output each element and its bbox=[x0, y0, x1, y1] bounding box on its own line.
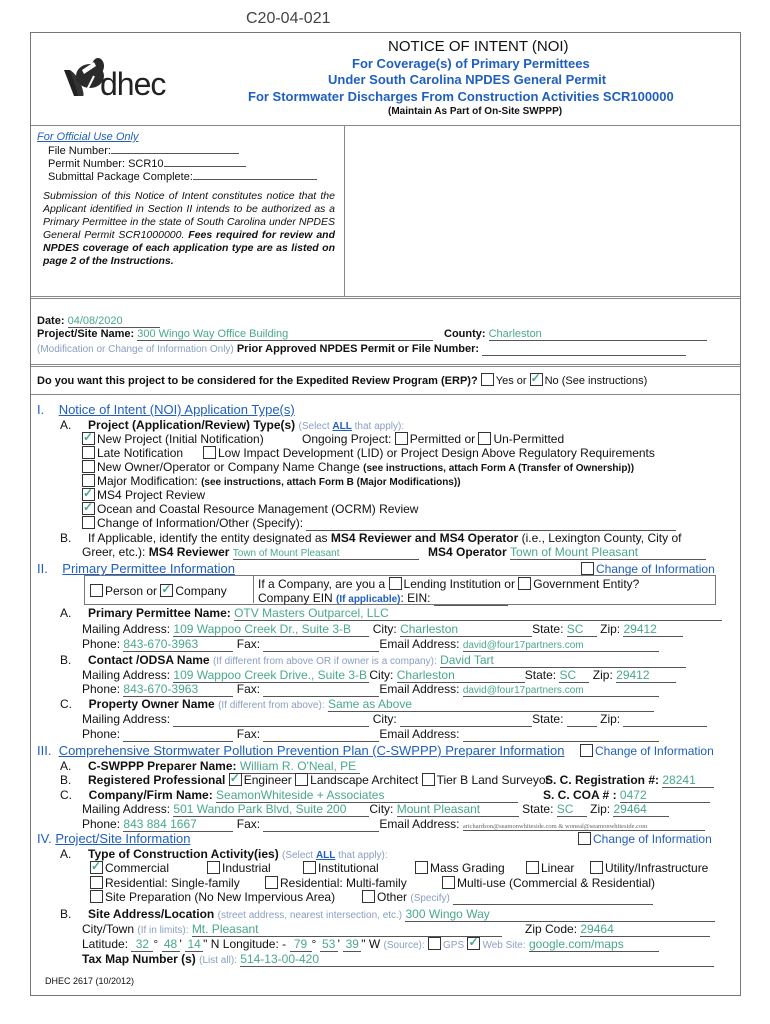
landscape-checkbox[interactable] bbox=[295, 773, 308, 786]
change-info-checkbox[interactable] bbox=[82, 516, 95, 529]
s4-change-info[interactable]: Change of Information bbox=[578, 832, 712, 846]
primary-mailing-row[interactable]: Mailing Address: 109 Wappoo Creek Dr., Suite 3-B City: Charleston State: SC Zip: 29412 bbox=[82, 622, 683, 637]
erp-yes-checkbox[interactable] bbox=[481, 373, 494, 386]
new-project-checkbox[interactable] bbox=[82, 432, 95, 445]
new-project-option[interactable]: ✓New Project (Initial Notification) bbox=[82, 432, 264, 446]
site-prep-checkbox[interactable] bbox=[90, 890, 103, 903]
res-multi-option[interactable]: Residential: Multi-family bbox=[265, 876, 407, 890]
section-4-title: IV. Project/Site Information bbox=[37, 831, 191, 846]
coordinates-row[interactable]: Latitude: 32 ° 48 ' 14 " N Longitude: - 79 ° 53 ' 39 " W (Source): GPS ✓ Web Site: google.com/maps bbox=[82, 937, 659, 952]
zip-code-field[interactable]: Zip Code: 29464 bbox=[525, 922, 710, 937]
form-title: NOTICE OF INTENT (NOI) bbox=[388, 38, 569, 55]
s2-change-checkbox[interactable] bbox=[581, 562, 594, 575]
ein-line[interactable]: Company EIN (If applicable): EIN: bbox=[258, 591, 508, 606]
firm-mailing-row[interactable]: Mailing Address: 501 Wando Park Blvd, Suite 200 City: Mount Pleasant State: SC Zip: 29464 bbox=[82, 802, 669, 817]
multiuse-checkbox[interactable] bbox=[442, 876, 455, 889]
prior-permit-field[interactable]: (Modification or Change of Information Only) Prior Approved NPDES Permit or File Number: bbox=[37, 343, 686, 356]
registered-professional-row[interactable]: B. Registered Professional ✓ Engineer Landscape Architect Tier B Land Surveyor bbox=[60, 773, 550, 787]
mass-grading-option[interactable]: Mass Grading bbox=[415, 861, 505, 875]
contact-phone-row[interactable]: Phone: 843-670-3963 Fax: Email Address: david@four17partners.com bbox=[82, 682, 659, 697]
company-type-line: If a Company, are you a Lending Institution or Government Entity? bbox=[258, 577, 640, 591]
primary-phone-row[interactable]: Phone: 843-670-3963 Fax: Email Address: david@four17partners.com bbox=[82, 637, 659, 652]
primary-permittee-field[interactable]: A. Primary Permittee Name: OTV Masters Outparcel, LLC bbox=[60, 606, 722, 621]
document-id: C20-04-021 bbox=[246, 10, 331, 27]
res-single-checkbox[interactable] bbox=[90, 876, 103, 889]
section-2-title: II. Primary Permittee Information bbox=[37, 561, 235, 576]
permitted-checkbox[interactable] bbox=[395, 432, 408, 445]
mass-grading-checkbox[interactable] bbox=[415, 861, 428, 874]
website-checkbox[interactable] bbox=[467, 937, 480, 950]
company-checkbox[interactable] bbox=[160, 584, 173, 597]
header-line-1: For Coverage(s) of Primary Permittees bbox=[352, 56, 590, 71]
other-option[interactable]: Other (Specify) bbox=[362, 890, 653, 905]
person-company-options[interactable]: Person or ✓ Company bbox=[90, 584, 227, 598]
site-prep-option[interactable]: Site Preparation (No New Impervious Area) bbox=[90, 890, 335, 904]
person-checkbox[interactable] bbox=[90, 584, 103, 597]
erp-question: Do you want this project to be considered for the Expedited Review Program (ERP)? Yes or ✓ No (See instructions) bbox=[37, 373, 647, 387]
city-town-field[interactable]: City/Town (If in limits): Mt. Pleasant bbox=[82, 922, 502, 937]
multiuse-option[interactable]: Multi-use (Commercial & Residential) bbox=[442, 876, 655, 890]
new-owner-option[interactable]: New Owner/Operator or Company Name Change (see instructions, attach Form A (Transfer of Ownership)) bbox=[82, 460, 634, 474]
official-use-label: For Official Use Only bbox=[37, 131, 139, 143]
gps-checkbox[interactable] bbox=[428, 937, 441, 950]
header-line-3: For Stormwater Discharges From Construction Activities SCR100000 bbox=[248, 89, 674, 104]
tierb-checkbox[interactable] bbox=[422, 773, 435, 786]
permit-number-label: Permit Number: SCR10 bbox=[48, 158, 246, 170]
construction-row-1[interactable]: ✓Commercial bbox=[90, 861, 169, 875]
date-field[interactable]: Date: 04/08/2020 bbox=[37, 315, 160, 328]
contact-field[interactable]: B. Contact /ODSA Name (If different from above OR if owner is a company): David Tart bbox=[60, 653, 686, 668]
header-line-4: (Maintain As Part of On-Site SWPPP) bbox=[388, 106, 563, 117]
res-multi-checkbox[interactable] bbox=[265, 876, 278, 889]
preparer-field[interactable]: A. C-SWPPP Preparer Name: William R. O'Neal, PE bbox=[60, 759, 360, 774]
s2-change-info[interactable]: Change of Information bbox=[581, 562, 715, 576]
commercial-checkbox[interactable] bbox=[90, 861, 103, 874]
s4-change-checkbox[interactable] bbox=[578, 832, 591, 845]
ocrm-option[interactable]: ✓Ocean and Coastal Resource Management (OCRM) Review bbox=[82, 502, 418, 516]
site-address-field[interactable]: B. Site Address/Location (street address, nearest intersection, etc.) 300 Wingo Way bbox=[60, 907, 715, 922]
owner-mailing-row[interactable]: Mailing Address: City: State: Zip: bbox=[82, 712, 707, 727]
ms4-option[interactable]: ✓MS4 Project Review bbox=[82, 488, 205, 502]
lid-checkbox[interactable] bbox=[203, 446, 216, 459]
institutional-option[interactable]: Institutional bbox=[303, 861, 379, 875]
lid-option[interactable]: Low Impact Development (LID) or Project Design Above Regulatory Requirements bbox=[203, 446, 655, 460]
ms4-operator-field[interactable]: MS4 Operator Town of Mount Pleasant bbox=[428, 545, 706, 560]
owner-field[interactable]: C. Property Owner Name (If different from above): Same as Above bbox=[60, 697, 654, 712]
dhec-logo bbox=[60, 56, 185, 106]
project-name-field[interactable]: Project/Site Name: 300 Wingo Way Office Building bbox=[37, 328, 433, 341]
institutional-checkbox[interactable] bbox=[303, 861, 316, 874]
sc-registration-field[interactable]: S. C. Registration #: 28241 bbox=[545, 773, 714, 788]
county-field[interactable]: County: Charleston bbox=[444, 328, 707, 341]
construction-type-label: A. Type of Construction Activity(ies) (Select ALL that apply): bbox=[60, 847, 388, 861]
gov-checkbox[interactable] bbox=[518, 577, 531, 590]
ocrm-checkbox[interactable] bbox=[82, 502, 95, 515]
linear-checkbox[interactable] bbox=[526, 861, 539, 874]
ms4-reviewer-field[interactable]: Greer, etc.): MS4 Reviewer Town of Mount Pleasant bbox=[82, 545, 419, 560]
late-option[interactable]: Late Notification bbox=[82, 446, 183, 460]
form-footer: DHEC 2617 (10/2012) bbox=[45, 976, 135, 986]
logo-text: dhec bbox=[100, 66, 166, 102]
submittal-label: Submittal Package Complete: bbox=[48, 171, 317, 183]
firm-name-field[interactable]: C. Company/Firm Name: SeamonWhiteside + Associates bbox=[60, 788, 518, 803]
entity-divider bbox=[253, 575, 254, 603]
utility-checkbox[interactable] bbox=[590, 861, 603, 874]
late-checkbox[interactable] bbox=[82, 446, 95, 459]
industrial-option[interactable]: Industrial bbox=[207, 861, 271, 875]
lending-checkbox[interactable] bbox=[389, 577, 402, 590]
major-mod-option[interactable]: Major Modification: (see instructions, attach Form B (Major Modifications)) bbox=[82, 474, 461, 488]
s1-a-line: A. Project (Application/Review) Type(s) (Select ALL that apply): bbox=[60, 418, 405, 432]
coa-field[interactable]: S. C. COA # : 0472 bbox=[543, 788, 710, 803]
file-number-label: File Number: bbox=[48, 145, 239, 157]
new-owner-checkbox[interactable] bbox=[82, 460, 95, 473]
industrial-checkbox[interactable] bbox=[207, 861, 220, 874]
other-checkbox[interactable] bbox=[362, 890, 375, 903]
owner-phone-row[interactable]: Phone: Fax: Email Address: bbox=[82, 727, 659, 742]
erp-no-checkbox[interactable] bbox=[530, 373, 543, 386]
unpermitted-checkbox[interactable] bbox=[478, 432, 491, 445]
tax-map-field[interactable]: Tax Map Number (s) (List all): 514-13-00-420 bbox=[82, 952, 714, 967]
s3-change-info[interactable]: Change of Information bbox=[580, 744, 714, 758]
s1-b-line: B. If Applicable, identify the entity designated as MS4 Reviewer and MS4 Operator (i.e., Lexington County, City of bbox=[60, 531, 682, 545]
firm-phone-row[interactable]: Phone: 843 884 1667 Fax: Email Address: arichardson@seamonwhiteside.com & woneal@seamonwhiteside.com bbox=[82, 817, 705, 832]
ongoing-option[interactable]: Ongoing Project: Permitted or Un-Permitted bbox=[302, 432, 565, 446]
section-1-title: I. Notice of Intent (NOI) Application Type(s) bbox=[37, 402, 295, 417]
header-line-2: Under South Carolina NPDES General Permit bbox=[328, 72, 607, 87]
utility-option[interactable]: Utility/Infrastructure bbox=[590, 861, 708, 875]
engineer-checkbox[interactable] bbox=[229, 773, 242, 786]
linear-option[interactable]: Linear bbox=[526, 861, 574, 875]
s3-change-checkbox[interactable] bbox=[580, 744, 593, 757]
section-3-title: III. Comprehensive Stormwater Pollution Prevention Plan (C-SWPPP) Preparer Information bbox=[37, 743, 565, 758]
official-paragraph: Submission of this Notice of Intent constitutes notice that the Applicant identified in Section II intends to be authorized as a Primary Permittee in the state of South Carolina under NPDES General Permit SCR1000000. Fees required for review and NPDES coverage of each application type are as listed on page 2 of the Instructions. bbox=[43, 190, 336, 267]
contact-mailing-row[interactable]: Mailing Address: 109 Wappoo Creek Drive., Suite 3-B City: Charleston State: SC Zip: 29412 bbox=[82, 668, 676, 683]
res-single-option[interactable]: Residential: Single-family bbox=[90, 876, 240, 890]
change-info-option[interactable]: Change of Information/Other (Specify): bbox=[82, 516, 676, 531]
